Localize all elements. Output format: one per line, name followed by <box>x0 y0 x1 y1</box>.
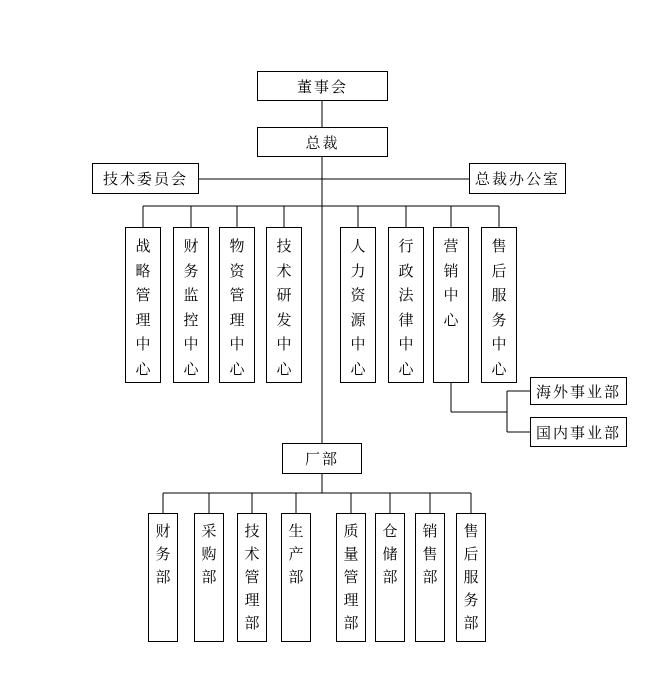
node-overseas-division: 海外事业部 <box>530 377 627 405</box>
node-rnd-center: 技术研发中心 <box>266 227 302 383</box>
node-materials-center: 物资管理中心 <box>219 227 255 383</box>
departments-distribution <box>163 474 471 514</box>
node-hr-center: 人力资源中心 <box>340 227 376 383</box>
node-production-dept: 生产部 <box>281 513 311 642</box>
node-purchasing-dept: 采购部 <box>194 513 224 642</box>
node-president: 总裁 <box>257 127 388 157</box>
node-president-office: 总裁办公室 <box>469 163 566 194</box>
node-domestic-division: 国内事业部 <box>530 417 627 447</box>
node-finance-supervision-center: 财务监控中心 <box>173 227 209 383</box>
node-board: 董事会 <box>257 71 388 101</box>
node-after-sales-center: 售后服务中心 <box>481 227 517 383</box>
node-sales-dept: 销售部 <box>415 513 445 642</box>
marketing-divisions-link <box>451 383 530 432</box>
node-strategy-center: 战略管理中心 <box>125 227 161 383</box>
node-warehouse-dept: 仓储部 <box>375 513 405 642</box>
node-finance-dept: 财务部 <box>148 513 178 642</box>
node-admin-legal-center: 行政法律中心 <box>388 227 424 383</box>
node-tech-management-dept: 技术管理部 <box>237 513 267 642</box>
node-quality-dept: 质量管理部 <box>336 513 366 642</box>
node-tech-committee: 技术委员会 <box>92 163 199 194</box>
node-marketing-center: 营销中心 <box>433 227 469 383</box>
node-factory: 厂部 <box>282 443 362 474</box>
node-after-sales-dept: 售后服务部 <box>456 513 486 642</box>
centers-distribution <box>143 206 499 228</box>
